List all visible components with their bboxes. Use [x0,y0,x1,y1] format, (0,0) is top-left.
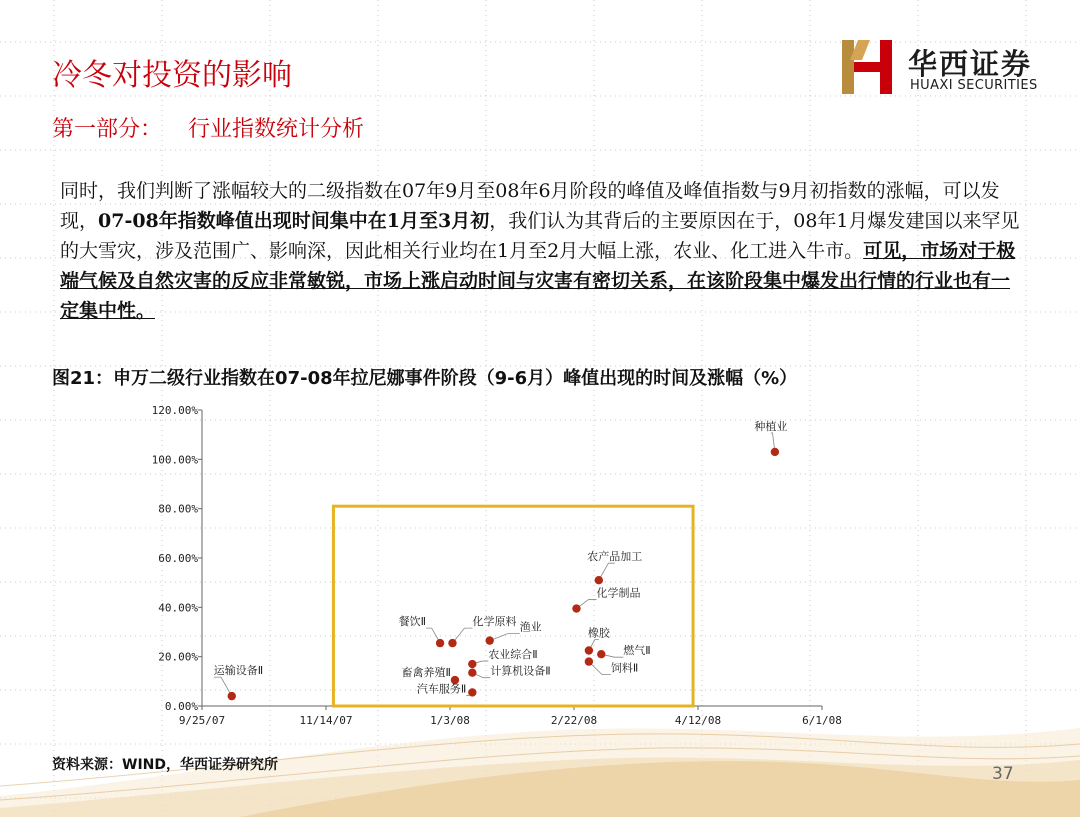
data-point [468,669,476,677]
y-tick-label: 100.00% [151,453,198,467]
y-tick-label: 20.00% [158,650,198,664]
section-subtitle [52,112,390,143]
data-label: 餐饮Ⅱ [398,615,427,629]
scatter-chart [151,400,880,730]
data-point [468,660,476,668]
data-point [228,692,236,700]
y-tick-label: 40.00% [158,601,198,615]
data-point [597,650,605,658]
subtitle-part: 第一部分： [52,117,163,142]
x-tick-label: 6/1/08 [802,714,842,727]
data-point [585,657,593,665]
data-point [468,688,476,696]
y-tick-label: 80.00% [158,502,198,516]
logo-text-cn: 华西证券 [908,47,1033,81]
data-label: 渔业 [519,620,542,634]
data-label: 燃气Ⅱ [623,644,651,658]
data-point [585,646,593,654]
x-tick-label: 9/25/07 [178,714,226,727]
leader-line [490,634,520,641]
data-label: 农业综合Ⅱ [488,648,538,662]
data-point [436,639,444,647]
source-note: 资料来源：WIND，华西证券研究所 [52,757,278,773]
data-label: 运输设备Ⅱ [213,664,264,678]
y-tick-label: 60.00% [158,552,198,565]
data-label: 畜禽养殖Ⅱ [401,666,451,680]
paragraph-underlined-text: 可见，市场对于极端气候及自然灾害的反应非常敏锐，市场上涨启动时间与灾害有密切关系，在该阶段集中爆发出行情的行业也有一定集中性。 [60,240,1016,322]
data-label: 化学制品 [596,586,641,600]
data-label: 化学原料 [472,615,517,629]
page-number: 37 [992,764,1014,784]
logo-mark-icon [840,38,900,96]
figure-caption: 图21：申万二级行业指数在07-08年拉尼娜事件阶段（9-6月）峰值出现的时间及涨幅（%） [52,368,798,389]
data-point [485,636,493,644]
paragraph-text-2: ，我们认为其背后的主要原因在于，08年1月爆发建国以来罕见的大雪灾，涉及范围广、影响深，因此相关行业均在1月至2月大幅上涨，农业、化工进入牛市。 [60,210,1020,262]
logo-text-en: HUAXI SECURITIES [910,78,1038,93]
paragraph-bold-text: 07-08年指数峰值出现时间集中在1月至3月初 [98,210,490,232]
page-title: 冷冬对投资的影响 [52,58,292,93]
data-point [771,448,779,456]
body-paragraph [60,176,1020,326]
x-tick-label: 11/14/07 [299,714,353,727]
data-point [448,639,456,647]
data-point [595,576,603,584]
company-logo [840,38,1055,98]
data-point [572,604,580,612]
data-label: 计算机设备Ⅱ [490,664,551,678]
y-tick-label: 0.00% [164,700,198,713]
data-label: 种植业 [754,419,788,433]
data-label: 农产品加工 [587,550,643,564]
data-label: 汽车服务Ⅱ [416,682,467,696]
data-label: 饲料Ⅱ [610,661,639,675]
data-label: 橡胶 [587,626,610,640]
subtitle-topic: 行业指数统计分析 [188,117,365,142]
x-tick-label: 2/22/08 [550,714,598,727]
x-tick-label: 1/3/08 [430,714,470,727]
x-tick-label: 4/12/08 [674,714,722,727]
paragraph-text-1: 同时，我们判断了涨幅较大的二级指数在07年9月至08年6月阶段的峰值及峰值指数与9月初指数的涨幅，可以发现， [60,180,1000,232]
y-tick-label: 120.00% [151,404,198,417]
